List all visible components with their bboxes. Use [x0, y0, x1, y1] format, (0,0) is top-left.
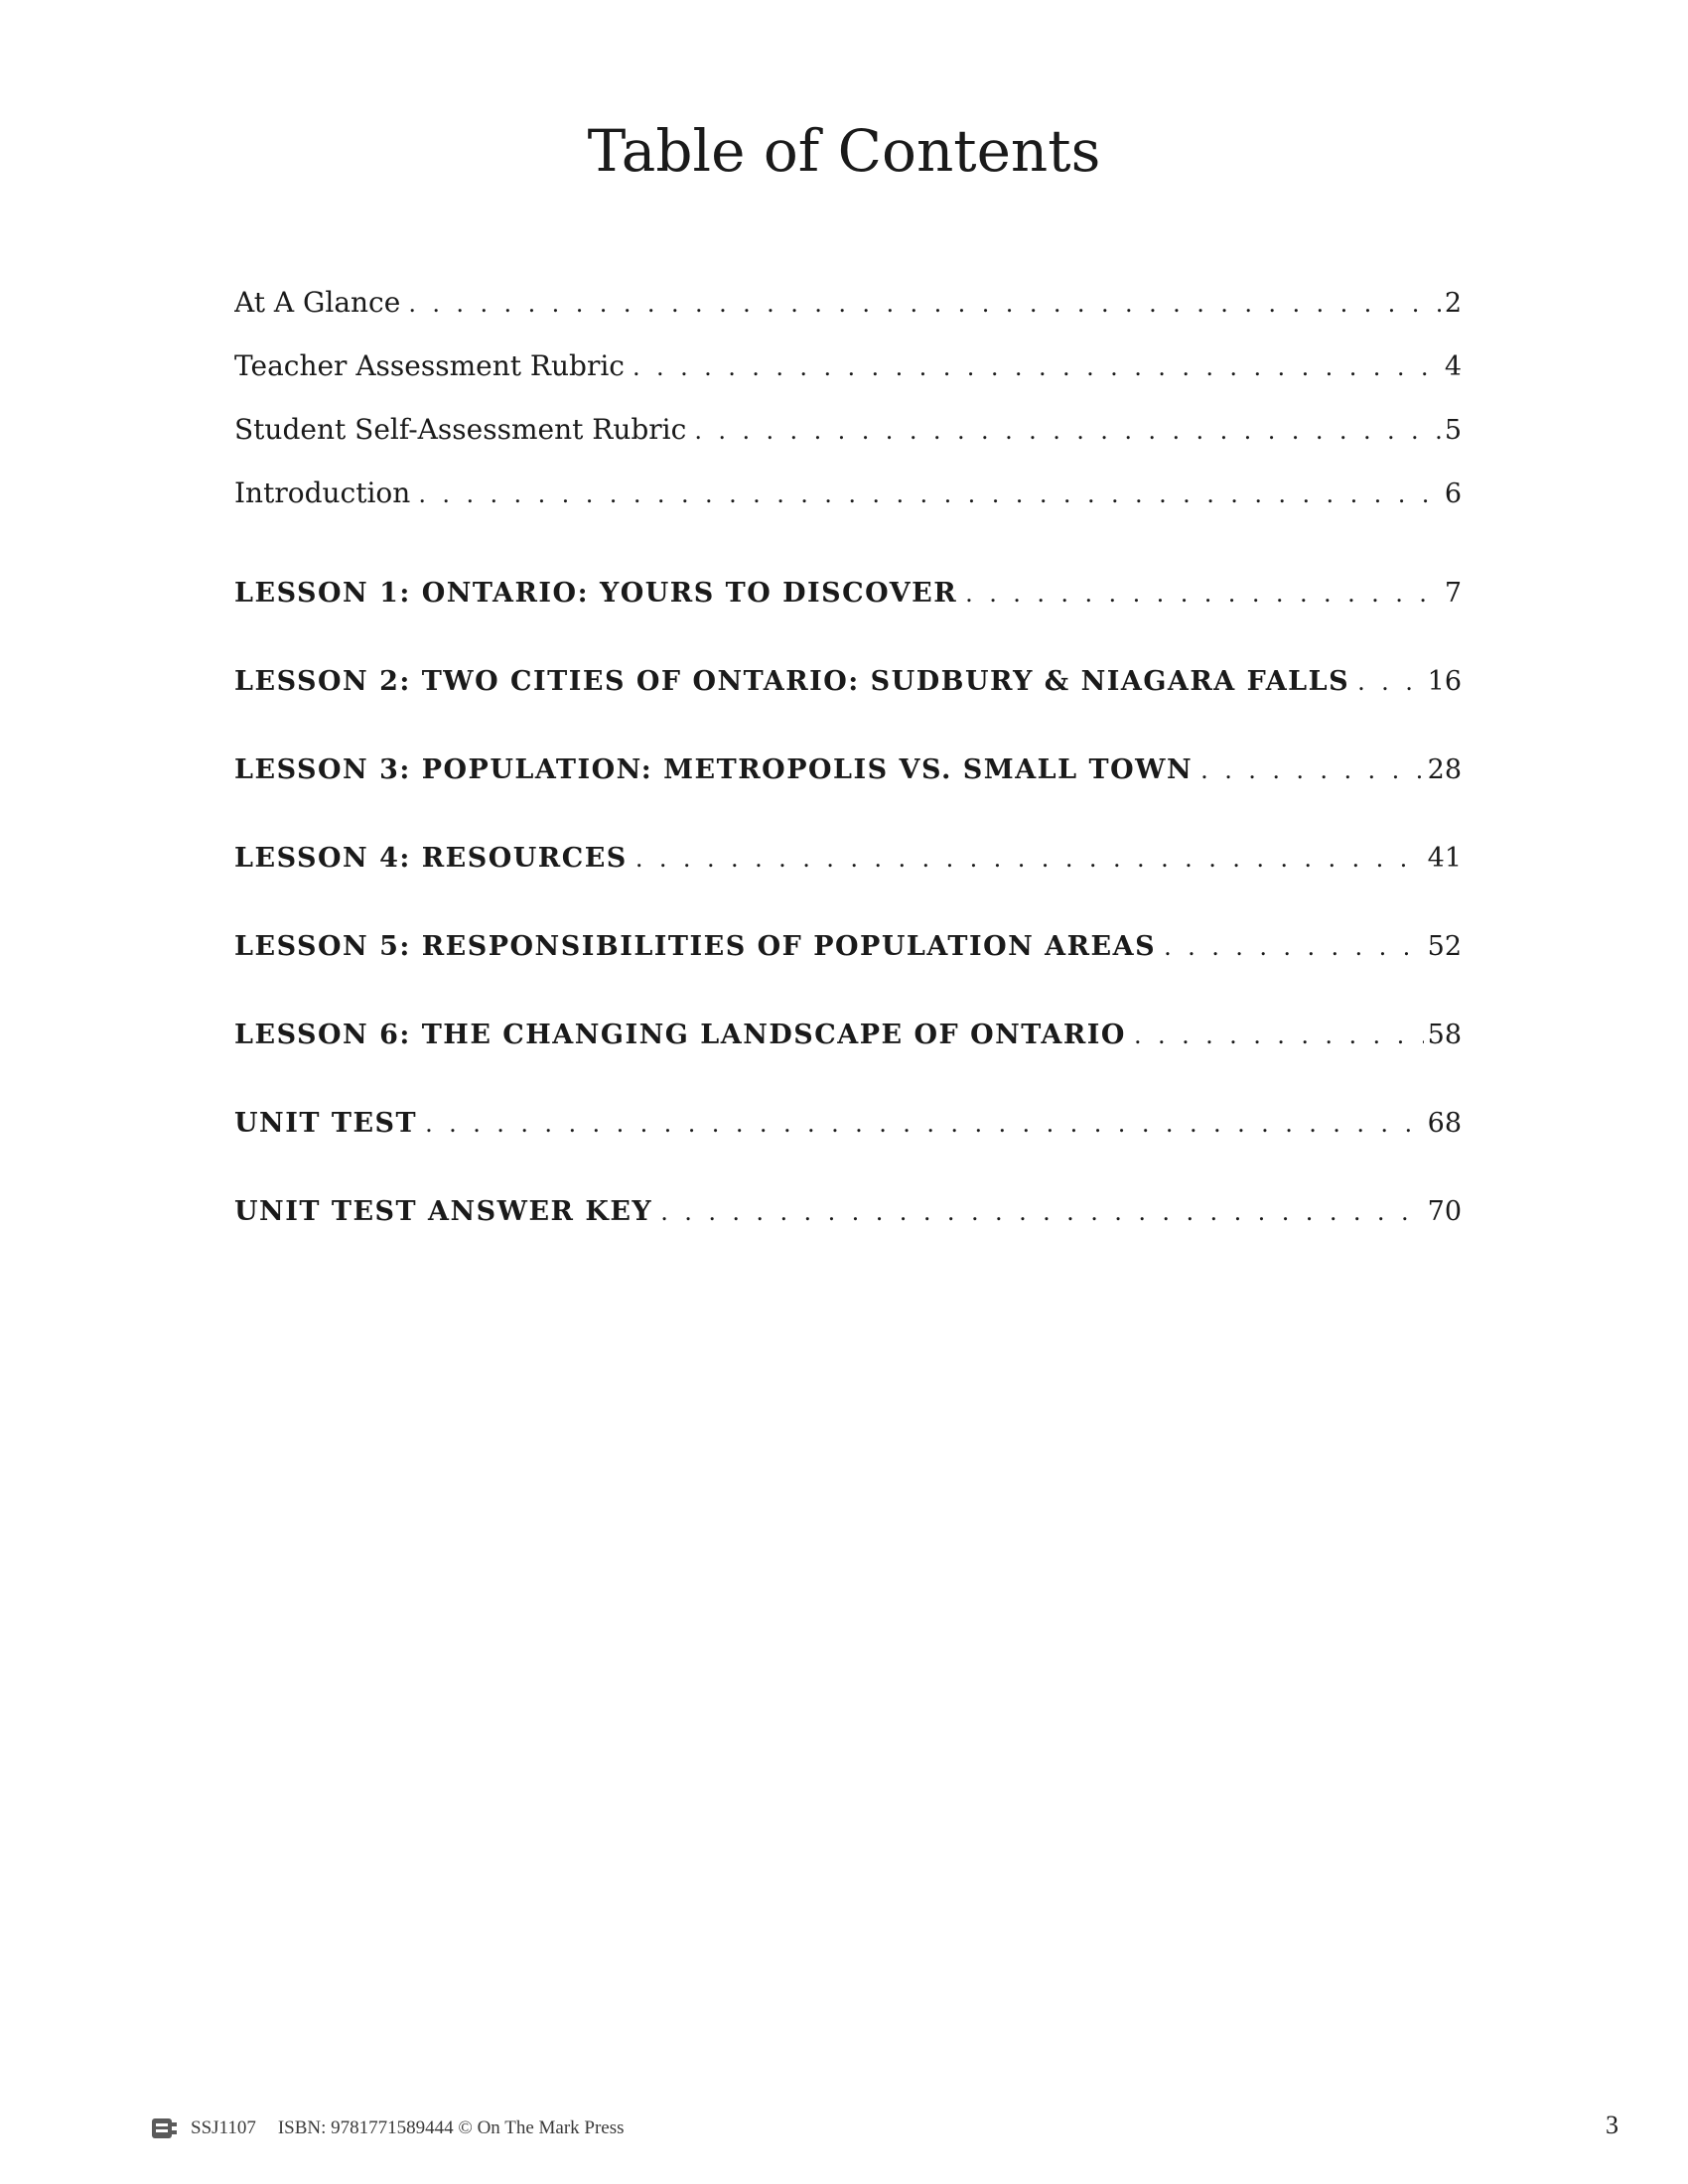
dot-leader [408, 290, 1441, 318]
toc-entry-label: LESSON 4: RESOURCES [234, 843, 628, 874]
page-number: 3 [1606, 2111, 1618, 2139]
dot-leader [635, 845, 1424, 873]
dot-leader [1357, 668, 1424, 696]
toc-entry-label: LESSON 6: THE CHANGING LANDSCAPE OF ONTARIO [234, 1020, 1126, 1050]
page-footer [151, 2109, 1541, 2148]
toc-entry-page: 28 [1427, 754, 1462, 785]
toc-entry-page: 41 [1427, 843, 1462, 874]
toc-entry-label: Student Self-Assessment Rubric [234, 413, 687, 446]
toc-entry-page: 70 [1427, 1196, 1462, 1227]
toc-entry-label: Introduction [234, 477, 411, 509]
isbn-copyright: ISBN: 9781771589444 © On The Mark Press [277, 2117, 625, 2138]
toc-entry-label: LESSON 2: TWO CITIES OF ONTARIO: SUDBURY & NIAGARA FALLS [234, 666, 1350, 697]
dot-leader [633, 353, 1441, 381]
toc-entry-label: LESSON 1: ONTARIO: YOURS TO DISCOVER [234, 578, 958, 609]
toc-entry-label: LESSON 5: RESPONSIBILITIES OF POPULATION AREAS [234, 931, 1157, 962]
toc-entry-teacher-assessment-rubric[interactable] [234, 349, 1462, 393]
toc-entry-lesson-5[interactable] [234, 931, 1462, 975]
toc-entry-lesson-4[interactable] [234, 843, 1462, 887]
toc-entry-lesson-6[interactable] [234, 1020, 1462, 1063]
dot-leader [1164, 933, 1424, 961]
toc-entry-unit-test-answer-key[interactable] [234, 1196, 1462, 1240]
toc-entry-page: 52 [1427, 931, 1462, 962]
toc-entry-at-a-glance[interactable] [234, 286, 1462, 330]
dot-leader [694, 417, 1440, 445]
dot-leader [425, 1110, 1424, 1138]
toc-entry-label: LESSON 3: POPULATION: METROPOLIS VS. SMALL TOWN [234, 754, 1194, 785]
dot-leader [965, 580, 1441, 608]
toc-entry-introduction[interactable] [234, 477, 1462, 520]
toc-entry-label: At A Glance [234, 286, 401, 319]
toc-entry-page: 16 [1427, 666, 1462, 697]
toc-entry-unit-test[interactable] [234, 1108, 1462, 1152]
toc-entry-label: UNIT TEST [234, 1108, 418, 1139]
dot-leader [1200, 756, 1424, 784]
publisher-logo-icon [151, 2116, 179, 2141]
page-title: Table of Contents [587, 117, 1101, 185]
product-code: SSJ1107 [191, 2117, 256, 2138]
dot-leader [660, 1198, 1423, 1226]
toc-entry-lesson-1[interactable] [234, 578, 1462, 621]
toc-entry-page: 58 [1427, 1020, 1462, 1050]
toc-entry-lesson-2[interactable] [234, 666, 1462, 710]
toc-entry-page: 2 [1444, 288, 1462, 319]
toc-entry-lesson-3[interactable] [234, 754, 1462, 798]
dot-leader [1134, 1022, 1424, 1049]
toc-entry-page: 68 [1427, 1108, 1462, 1139]
toc-entry-page: 5 [1444, 415, 1462, 446]
toc-entry-label: UNIT TEST ANSWER KEY [234, 1196, 653, 1227]
toc-entry-page: 6 [1444, 478, 1462, 509]
dot-leader [418, 480, 1440, 508]
toc-entry-student-self-assessment-rubric[interactable] [234, 413, 1462, 457]
toc-entry-page: 4 [1444, 351, 1462, 382]
toc-entry-label: Teacher Assessment Rubric [234, 349, 625, 382]
toc-entry-page: 7 [1444, 578, 1462, 609]
